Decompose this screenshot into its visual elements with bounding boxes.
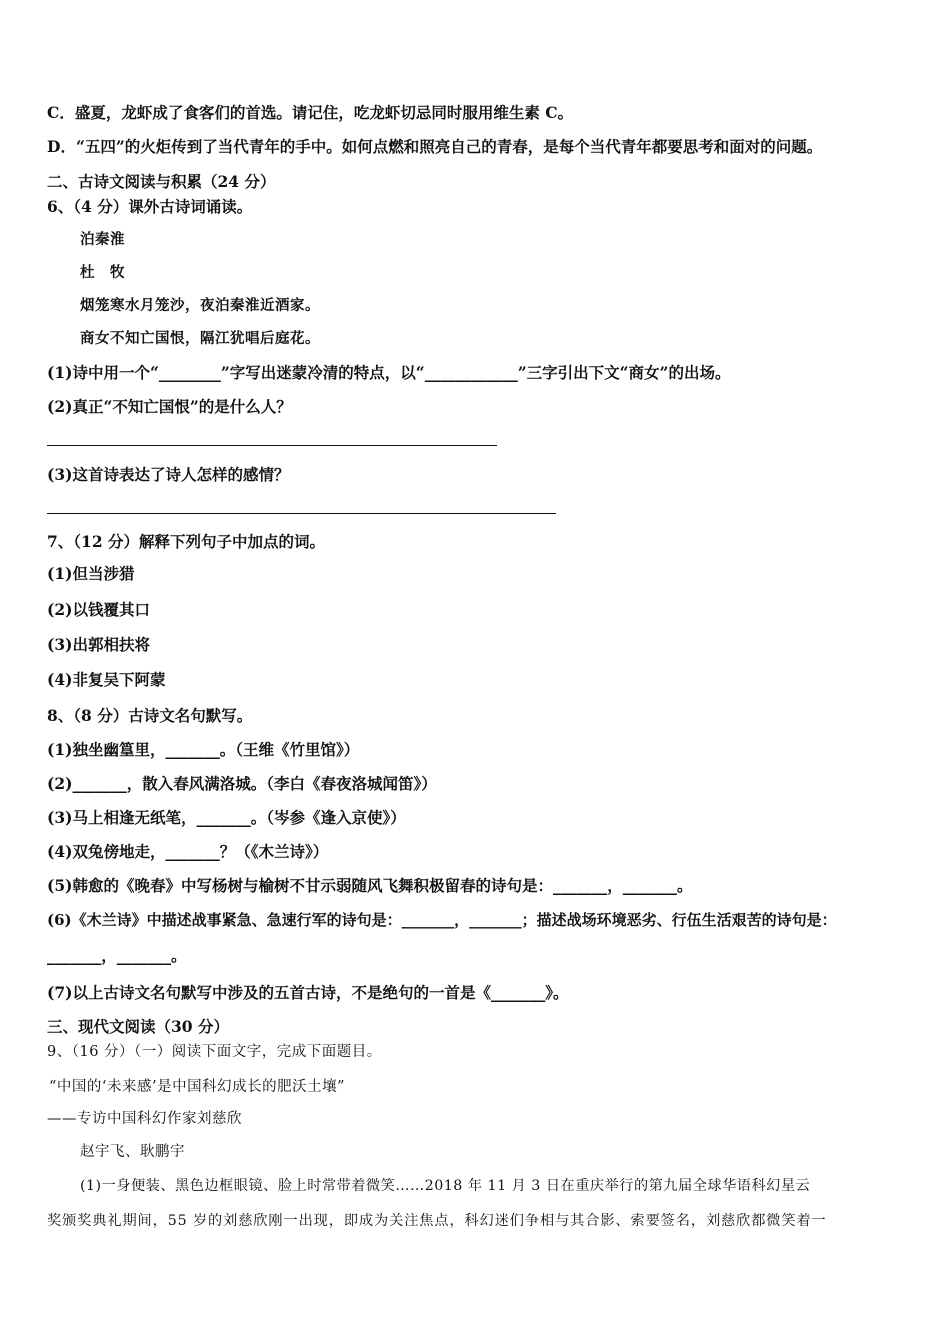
- answer-line-2[interactable]: [47, 513, 556, 514]
- article-authors: 赵宇飞、耿鹏宇: [80, 1144, 185, 1160]
- article-para-1: (1)一身便装、黑色边框眼镜、脸上时常带着微笑……2018 年 11 月 3 日在重庆举行的第九届全球华语科幻星云: [80, 1178, 811, 1194]
- q8-item: (3)马上相逢无纸笔，_______。（岑参《逢入京使》）: [47, 808, 406, 827]
- q7-title: 7、（12 分）解释下列句子中加点的词。: [47, 532, 326, 551]
- q6-sub3: (3)这首诗表达了诗人怎样的感情？: [47, 465, 290, 484]
- option-c: C．盛夏，龙虾成了食客们的首选。请记住，吃龙虾切忌同时服用维生素 C。: [47, 103, 574, 122]
- q8-item: (6)《木兰诗》中描述战事紧急、急速行军的诗句是：_______，_______；描述战场环境恶劣、行伍生活艰苦的诗句是：: [47, 911, 837, 929]
- q9-title: 9、（16 分）（一）阅读下面文字，完成下面题目。: [47, 1044, 382, 1060]
- q8-item-continued: _______，_______。: [47, 946, 187, 965]
- q8-title: 8、（8 分）古诗文名句默写。: [47, 706, 253, 725]
- poem-line-2: 商女不知亡国恨，隔江犹唱后庭花。: [80, 330, 320, 347]
- q6-title: 6、（4 分）课外古诗词诵读。: [47, 197, 253, 216]
- poem-line-1: 烟笼寒水月笼沙，夜泊秦淮近酒家。: [80, 297, 320, 314]
- answer-line-1[interactable]: [47, 445, 497, 446]
- q8-item: (1)独坐幽篁里，_______。（王维《竹里馆》）: [47, 740, 360, 759]
- q6-sub1: (1)诗中用一个“________”字写出迷蒙冷清的特点，以“____________”三字引出下文“商女”的出场。: [47, 363, 731, 382]
- q7-item: (2)以钱覆其口: [47, 600, 150, 619]
- section2-heading: 二、古诗文阅读与积累（24 分）: [47, 172, 276, 191]
- article-title: “中国的‘未来感’是中国科幻成长的肥沃土壤”: [49, 1079, 346, 1095]
- section3-heading: 三、现代文阅读（30 分）: [47, 1017, 229, 1036]
- q8-item: (4)双兔傍地走，_______？（《木兰诗》）: [47, 842, 329, 861]
- option-d: D．“五四”的火炬传到了当代青年的手中。如何点燃和照亮自己的青春，是每个当代青年都要思考和面对的问题。: [47, 137, 823, 156]
- article-subtitle: ——专访中国科幻作家刘慈欣: [47, 1111, 242, 1127]
- poem-title: 泊秦淮: [80, 231, 125, 248]
- q6-sub2: (2)真正“不知亡国恨”的是什么人？: [47, 397, 292, 416]
- q7-item: (4)非复吴下阿蒙: [47, 670, 166, 689]
- q7-item: (3)出郭相扶将: [47, 635, 150, 654]
- q8-item: (7)以上古诗文名句默写中涉及的五首古诗，不是绝句的一首是《_______》。: [47, 983, 569, 1002]
- q8-item: (5)韩愈的《晚春》中写杨树与榆树不甘示弱随风飞舞积极留春的诗句是：_______，_______。: [47, 876, 693, 895]
- q7-item: (1)但当涉猎: [47, 564, 135, 583]
- q8-item: (2)_______，散入春风满洛城。（李白《春夜洛城闻笛》）: [47, 774, 437, 793]
- article-para-1-continued: 奖颁奖典礼期间，55 岁的刘慈欣刚一出现，即成为关注焦点，科幻迷们争相与其合影、索要签名，刘慈欣都微笑着一: [47, 1213, 827, 1229]
- poem-author: 杜 牧: [80, 264, 125, 281]
